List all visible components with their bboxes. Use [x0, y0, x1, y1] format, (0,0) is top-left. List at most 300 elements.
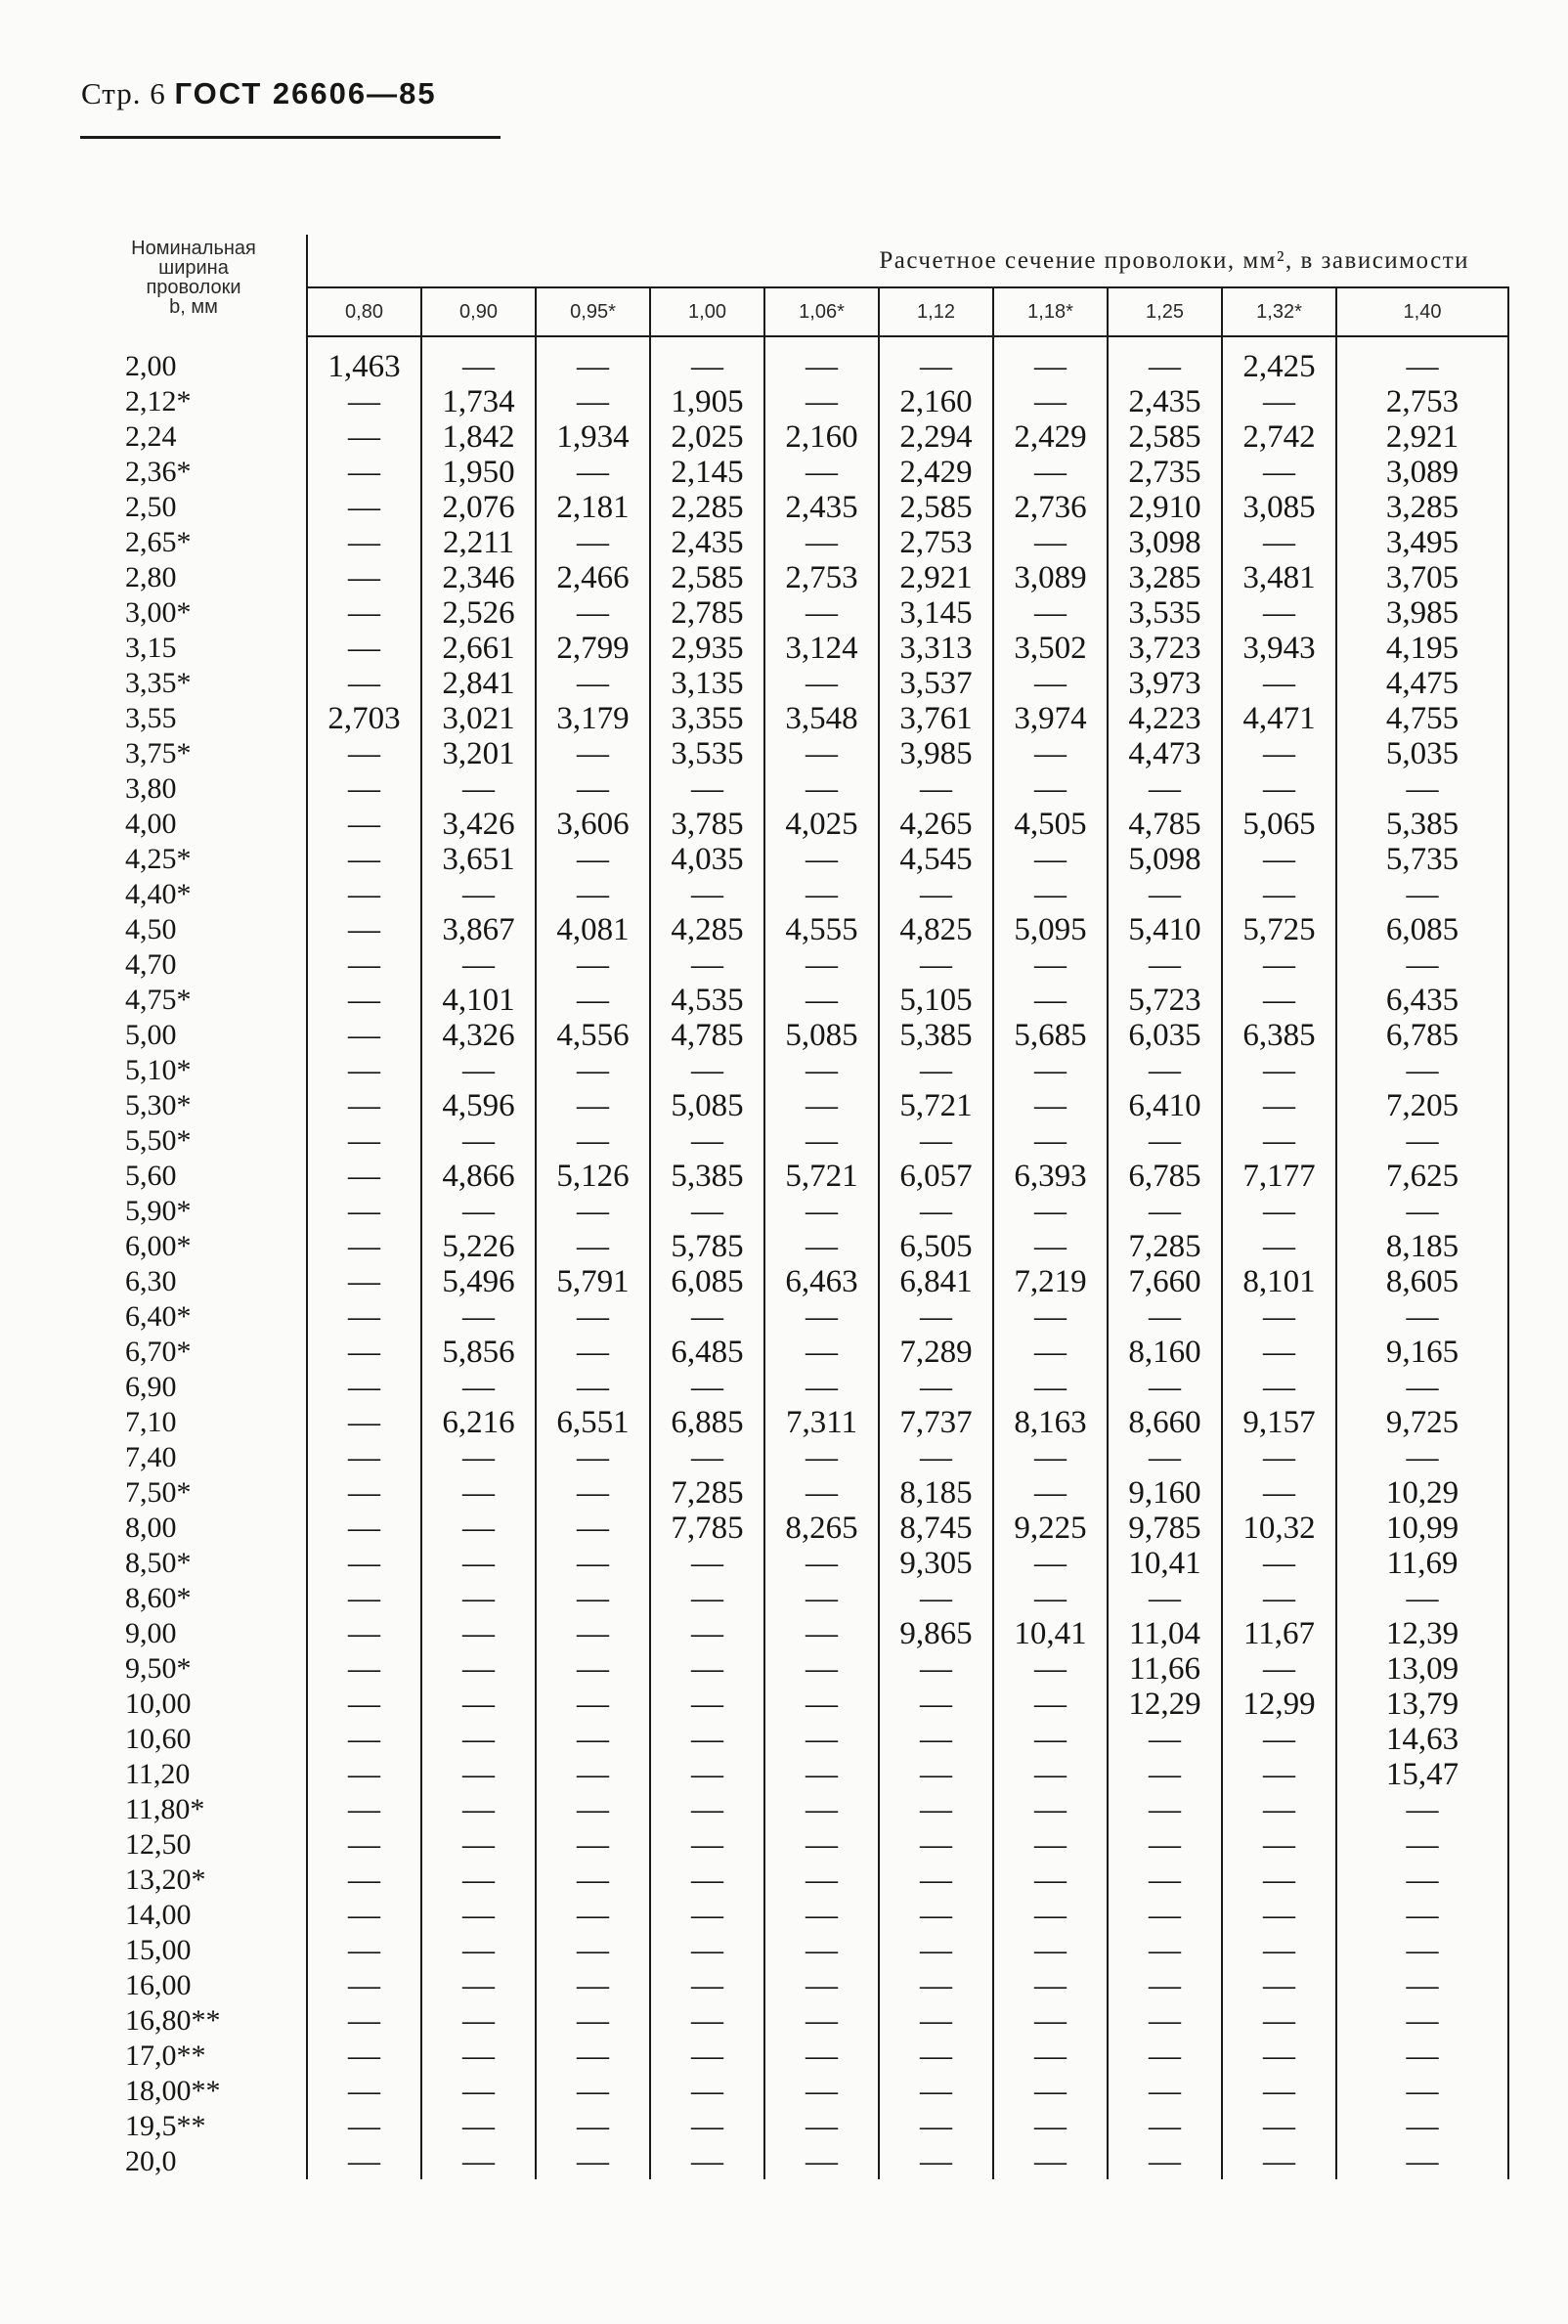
section-value-cell: 10,41 — [1108, 1546, 1222, 1581]
section-value-cell: — — [993, 1335, 1108, 1370]
section-value-cell: — — [536, 1827, 650, 1863]
section-value-cell: — — [1336, 1792, 1508, 1827]
section-value-cell: 7,737 — [879, 1405, 993, 1440]
section-value-cell: — — [650, 2074, 764, 2109]
section-value-cell: — — [1336, 1863, 1508, 1898]
section-value-cell: 2,753 — [764, 560, 879, 595]
section-value-cell: 2,294 — [879, 419, 993, 455]
section-value-cell: — — [1222, 1299, 1336, 1335]
section-value-cell: — — [993, 1581, 1108, 1616]
section-value-cell: 2,211 — [421, 525, 536, 560]
section-value-cell: — — [307, 525, 421, 560]
section-value-cell: — — [879, 1440, 993, 1475]
section-value-cell: 9,725 — [1336, 1405, 1508, 1440]
section-value-cell: — — [1222, 666, 1336, 701]
table-row — [81, 1018, 1508, 1053]
section-value-cell: — — [1108, 1440, 1222, 1475]
section-value-cell: 3,867 — [421, 912, 536, 947]
section-value-cell: — — [1108, 1827, 1222, 1863]
section-value-cell: 3,179 — [536, 701, 650, 736]
nominal-width-cell: 2,12* — [81, 384, 307, 419]
section-value-cell: — — [536, 1757, 650, 1792]
section-value-cell: 3,085 — [1222, 490, 1336, 525]
section-value-cell: — — [764, 983, 879, 1018]
section-value-cell: — — [993, 1053, 1108, 1088]
section-value-cell: — — [536, 1475, 650, 1511]
section-value-cell: 3,426 — [421, 807, 536, 842]
column-header: 0,80 — [307, 287, 421, 336]
table-row — [81, 2109, 1508, 2144]
spacer-cell — [307, 336, 421, 349]
section-value-cell: 11,69 — [1336, 1546, 1508, 1581]
section-value-cell: — — [764, 1475, 879, 1511]
section-value-cell: 6,057 — [879, 1159, 993, 1194]
table-body — [81, 336, 1508, 2179]
section-value-cell: 5,105 — [879, 983, 993, 1018]
section-value-cell: — — [879, 1053, 993, 1088]
section-value-cell: 9,165 — [1336, 1335, 1508, 1370]
section-value-cell: 2,145 — [650, 455, 764, 490]
section-value-cell: — — [1222, 1863, 1336, 1898]
section-value-cell: 9,225 — [993, 1511, 1108, 1546]
section-value-cell: 10,99 — [1336, 1511, 1508, 1546]
section-value-cell: — — [879, 1863, 993, 1898]
section-value-cell: — — [1222, 1053, 1336, 1088]
section-value-cell: — — [993, 1475, 1108, 1511]
nominal-width-cell: 8,60* — [81, 1581, 307, 1616]
section-value-cell: 5,735 — [1336, 842, 1508, 877]
table-row — [81, 1159, 1508, 1194]
section-value-cell: — — [307, 1933, 421, 1968]
section-value-cell: — — [307, 1651, 421, 1687]
section-value-cell: — — [650, 2039, 764, 2074]
section-value-cell: — — [879, 1792, 993, 1827]
section-value-cell: — — [307, 1863, 421, 1898]
section-value-cell: 11,67 — [1222, 1616, 1336, 1651]
section-value-cell: — — [993, 2039, 1108, 2074]
section-value-cell: — — [879, 877, 993, 912]
section-value-cell: — — [536, 1651, 650, 1687]
section-value-cell: — — [650, 947, 764, 983]
section-value-cell: 2,285 — [650, 490, 764, 525]
section-value-cell: — — [1222, 1827, 1336, 1863]
section-value-cell: 4,101 — [421, 983, 536, 1018]
section-value-cell: 3,548 — [764, 701, 879, 736]
spacer-row — [81, 336, 1508, 349]
section-value-cell: 4,475 — [1336, 666, 1508, 701]
nominal-width-cell: 10,00 — [81, 1687, 307, 1722]
table-row — [81, 1827, 1508, 1863]
section-value-cell: — — [879, 1968, 993, 2003]
header-rule — [80, 136, 501, 139]
section-value-cell: — — [764, 595, 879, 631]
section-value-cell: — — [650, 1440, 764, 1475]
section-value-cell: — — [307, 1792, 421, 1827]
section-value-cell: — — [307, 560, 421, 595]
section-value-cell: 10,29 — [1336, 1475, 1508, 1511]
section-value-cell: — — [421, 1933, 536, 1968]
section-value-cell: — — [1336, 2144, 1508, 2179]
section-value-cell: — — [307, 1546, 421, 1581]
section-value-cell: — — [764, 2109, 879, 2144]
section-value-cell: 6,505 — [879, 1229, 993, 1264]
spacer-cell — [993, 336, 1108, 349]
section-value-cell: — — [1222, 1123, 1336, 1159]
section-value-cell: — — [650, 1651, 764, 1687]
section-value-cell: 15,47 — [1336, 1757, 1508, 1792]
section-value-cell: — — [307, 384, 421, 419]
section-value-cell: — — [536, 2039, 650, 2074]
section-value-cell: — — [307, 1616, 421, 1651]
section-value-cell: — — [536, 736, 650, 771]
section-value-cell: — — [307, 1335, 421, 1370]
section-value-cell: — — [650, 1123, 764, 1159]
section-value-cell: 3,481 — [1222, 560, 1336, 595]
section-value-cell: — — [993, 1546, 1108, 1581]
section-value-cell: — — [307, 631, 421, 666]
section-value-cell: — — [307, 736, 421, 771]
section-value-cell: — — [307, 983, 421, 1018]
column-header: 1,06* — [764, 287, 879, 336]
section-value-cell: — — [993, 1370, 1108, 1405]
section-value-cell: — — [993, 1440, 1108, 1475]
section-value-cell: 7,205 — [1336, 1088, 1508, 1123]
section-value-cell: — — [1336, 1440, 1508, 1475]
section-value-cell: — — [307, 490, 421, 525]
section-value-cell: — — [1222, 947, 1336, 983]
section-value-cell: 4,825 — [879, 912, 993, 947]
table-row — [81, 842, 1508, 877]
section-value-cell: — — [421, 2109, 536, 2144]
table-row — [81, 1053, 1508, 1088]
nominal-width-cell: 5,00 — [81, 1018, 307, 1053]
section-value-cell: — — [993, 1299, 1108, 1335]
spacer-cell — [1108, 336, 1222, 349]
section-value-cell: — — [879, 1194, 993, 1229]
section-value-cell: 9,157 — [1222, 1405, 1336, 1440]
section-value-cell: — — [879, 349, 993, 384]
section-value-cell: — — [650, 1546, 764, 1581]
section-value-cell: — — [421, 2003, 536, 2039]
section-value-cell: 5,385 — [1336, 807, 1508, 842]
section-value-cell: 1,842 — [421, 419, 536, 455]
section-value-cell: — — [536, 349, 650, 384]
spacer-cell — [1222, 336, 1336, 349]
section-value-cell: — — [1222, 1440, 1336, 1475]
table-row — [81, 1299, 1508, 1335]
section-value-cell: — — [307, 1440, 421, 1475]
section-value-cell: 11,04 — [1108, 1616, 1222, 1651]
section-value-cell: — — [650, 1299, 764, 1335]
section-value-cell: — — [1336, 771, 1508, 807]
section-value-cell: — — [307, 1088, 421, 1123]
section-value-cell: — — [421, 1722, 536, 1757]
section-value-cell: — — [421, 349, 536, 384]
section-value-cell: — — [421, 771, 536, 807]
section-value-cell: 4,545 — [879, 842, 993, 877]
section-value-cell: — — [1222, 1229, 1336, 1264]
section-value-cell: — — [1222, 595, 1336, 631]
section-value-cell: — — [1222, 1651, 1336, 1687]
section-value-cell: — — [1222, 1722, 1336, 1757]
section-value-cell: 2,076 — [421, 490, 536, 525]
section-value-cell: — — [536, 666, 650, 701]
section-value-cell: 3,535 — [650, 736, 764, 771]
section-value-cell: — — [536, 1123, 650, 1159]
section-value-cell: 5,721 — [764, 1159, 879, 1194]
section-value-cell: — — [993, 1863, 1108, 1898]
section-value-cell: — — [421, 1968, 536, 2003]
section-value-cell: 1,463 — [307, 349, 421, 384]
section-value-cell: — — [993, 1827, 1108, 1863]
table-row — [81, 384, 1508, 419]
section-value-cell: — — [764, 1581, 879, 1616]
section-value-cell: — — [307, 419, 421, 455]
table-row — [81, 1687, 1508, 1722]
nominal-width-cell: 2,50 — [81, 490, 307, 525]
section-value-cell: 6,841 — [879, 1264, 993, 1299]
section-value-cell: — — [307, 595, 421, 631]
section-value-cell: — — [764, 666, 879, 701]
section-value-cell: — — [993, 1651, 1108, 1687]
section-value-cell: — — [1222, 983, 1336, 1018]
section-value-cell: — — [1108, 1863, 1222, 1898]
section-value-cell: 2,753 — [1336, 384, 1508, 419]
section-value-cell: — — [650, 1722, 764, 1757]
section-value-cell: 2,429 — [879, 455, 993, 490]
section-value-cell: — — [307, 1370, 421, 1405]
section-value-cell: — — [1336, 1581, 1508, 1616]
section-value-cell: — — [650, 877, 764, 912]
section-value-cell: — — [307, 1123, 421, 1159]
section-value-cell: — — [764, 1053, 879, 1088]
table-row — [81, 419, 1508, 455]
section-value-cell: 4,285 — [650, 912, 764, 947]
section-value-cell: — — [536, 1581, 650, 1616]
section-value-cell: — — [421, 1792, 536, 1827]
section-value-cell: — — [879, 1581, 993, 1616]
column-header: 1,25 — [1108, 287, 1222, 336]
nominal-width-cell: 16,80** — [81, 2003, 307, 2039]
section-value-cell: 3,535 — [1108, 595, 1222, 631]
section-value-cell: 5,791 — [536, 1264, 650, 1299]
stub-header — [81, 235, 307, 336]
section-value-cell: — — [1222, 1792, 1336, 1827]
section-value-cell: — — [993, 384, 1108, 419]
section-value-cell: — — [993, 947, 1108, 983]
section-value-cell: 2,346 — [421, 560, 536, 595]
section-value-cell: — — [421, 1863, 536, 1898]
section-value-cell: — — [650, 1194, 764, 1229]
section-value-cell: — — [993, 1123, 1108, 1159]
section-value-cell: — — [1108, 1299, 1222, 1335]
section-value-cell: — — [1108, 2074, 1222, 2109]
nominal-width-cell: 4,70 — [81, 947, 307, 983]
section-value-cell: — — [879, 2074, 993, 2109]
section-value-cell: 3,285 — [1108, 560, 1222, 595]
section-value-cell: — — [1108, 771, 1222, 807]
section-value-cell: — — [307, 1581, 421, 1616]
section-value-cell: — — [1222, 2003, 1336, 2039]
section-value-cell: — — [1336, 947, 1508, 983]
section-value-cell: — — [307, 1194, 421, 1229]
section-value-cell: — — [993, 771, 1108, 807]
section-value-cell: 1,934 — [536, 419, 650, 455]
section-value-cell: — — [1108, 1123, 1222, 1159]
section-value-cell: — — [421, 1123, 536, 1159]
section-value-cell: 2,435 — [1108, 384, 1222, 419]
section-value-cell: 5,065 — [1222, 807, 1336, 842]
section-value-cell: — — [1222, 1581, 1336, 1616]
nominal-width-cell: 6,40* — [81, 1299, 307, 1335]
nominal-width-cell: 3,15 — [81, 631, 307, 666]
nominal-width-cell: 4,25* — [81, 842, 307, 877]
section-value-cell: — — [1108, 1792, 1222, 1827]
section-value-cell: 7,285 — [1108, 1229, 1222, 1264]
section-value-cell: — — [307, 912, 421, 947]
section-value-cell: — — [536, 525, 650, 560]
section-value-cell: — — [764, 1757, 879, 1792]
section-value-cell: 3,495 — [1336, 525, 1508, 560]
table-row — [81, 736, 1508, 771]
section-value-cell: 4,785 — [1108, 807, 1222, 842]
section-value-cell: — — [1222, 1546, 1336, 1581]
section-value-cell: 2,160 — [879, 384, 993, 419]
section-value-cell: — — [764, 1898, 879, 1933]
section-value-cell: 4,471 — [1222, 701, 1336, 736]
section-value-cell: — — [764, 2074, 879, 2109]
section-value-cell: 3,973 — [1108, 666, 1222, 701]
section-value-cell: — — [1108, 1722, 1222, 1757]
section-value-cell: — — [421, 1757, 536, 1792]
table-row — [81, 1405, 1508, 1440]
section-value-cell: 4,505 — [993, 807, 1108, 842]
table-row — [81, 2074, 1508, 2109]
nominal-width-cell: 2,00 — [81, 349, 307, 384]
nominal-width-cell: 9,00 — [81, 1616, 307, 1651]
stub-header-line: b, мм — [169, 296, 218, 318]
section-value-cell: 2,425 — [1222, 349, 1336, 384]
section-value-cell: — — [421, 1898, 536, 1933]
table-row — [81, 947, 1508, 983]
table-row — [81, 1933, 1508, 1968]
section-value-cell: — — [879, 2003, 993, 2039]
section-value-cell: — — [650, 1616, 764, 1651]
section-value-cell: — — [993, 842, 1108, 877]
table-row — [81, 912, 1508, 947]
section-value-cell: — — [1222, 1194, 1336, 1229]
section-value-cell: — — [1222, 1335, 1336, 1370]
section-value-cell: 7,625 — [1336, 1159, 1508, 1194]
column-header: 1,40 — [1336, 287, 1508, 336]
nominal-width-cell: 3,80 — [81, 771, 307, 807]
section-value-cell: 6,085 — [650, 1264, 764, 1299]
column-header: 0,95* — [536, 287, 650, 336]
section-value-cell: — — [993, 666, 1108, 701]
table-row — [81, 1722, 1508, 1757]
table-row — [81, 560, 1508, 595]
nominal-width-cell: 9,50* — [81, 1651, 307, 1687]
section-value-cell: 5,785 — [650, 1229, 764, 1264]
nominal-width-cell: 5,90* — [81, 1194, 307, 1229]
section-value-cell: — — [307, 877, 421, 912]
section-value-cell: 2,025 — [650, 419, 764, 455]
section-value-cell: 3,135 — [650, 666, 764, 701]
section-value-cell: — — [1222, 771, 1336, 807]
section-value-cell: — — [993, 1687, 1108, 1722]
section-value-cell: — — [993, 1968, 1108, 2003]
table-row — [81, 1264, 1508, 1299]
section-value-cell: — — [764, 1863, 879, 1898]
section-value-cell: — — [1108, 2109, 1222, 2144]
section-value-cell: — — [764, 1651, 879, 1687]
section-value-cell: 2,753 — [879, 525, 993, 560]
section-value-cell: — — [307, 1511, 421, 1546]
nominal-width-cell: 5,10* — [81, 1053, 307, 1088]
section-value-cell: — — [536, 595, 650, 631]
section-value-cell: — — [650, 2144, 764, 2179]
section-value-cell: — — [536, 2109, 650, 2144]
section-value-cell: — — [764, 1792, 879, 1827]
section-value-cell: — — [1222, 1475, 1336, 1511]
section-value-cell: — — [993, 736, 1108, 771]
section-value-cell: — — [1336, 1898, 1508, 1933]
section-value-cell: 6,410 — [1108, 1088, 1222, 1123]
section-value-cell: — — [879, 2109, 993, 2144]
section-value-cell: — — [1222, 525, 1336, 560]
table-row — [81, 2039, 1508, 2074]
section-value-cell: 9,785 — [1108, 1511, 1222, 1546]
section-value-cell: 10,41 — [993, 1616, 1108, 1651]
section-value-cell: — — [536, 2074, 650, 2109]
nominal-width-cell: 2,36* — [81, 455, 307, 490]
section-value-cell: — — [307, 1159, 421, 1194]
section-value-cell: — — [650, 771, 764, 807]
nominal-width-cell: 18,00** — [81, 2074, 307, 2109]
nominal-width-cell: 2,24 — [81, 419, 307, 455]
table-row — [81, 1229, 1508, 1264]
section-value-cell: — — [764, 736, 879, 771]
section-value-cell: — — [993, 1757, 1108, 1792]
section-value-cell: — — [650, 1898, 764, 1933]
stub-header-line: Номинальная — [131, 238, 256, 259]
section-value-cell: — — [650, 1792, 764, 1827]
nominal-width-cell: 5,60 — [81, 1159, 307, 1194]
section-value-cell: 6,785 — [1108, 1159, 1222, 1194]
section-value-cell: — — [536, 1863, 650, 1898]
table-row — [81, 1616, 1508, 1651]
section-value-cell: 3,985 — [1336, 595, 1508, 631]
section-value-cell: — — [993, 1088, 1108, 1123]
section-value-cell: — — [307, 1229, 421, 1264]
section-value-cell: 3,785 — [650, 807, 764, 842]
group-header: Расчетное сечение проволоки, мм², в зависимости — [307, 235, 1508, 287]
table-row — [81, 1370, 1508, 1405]
stub-header-line: ширина — [158, 257, 229, 279]
section-value-cell: — — [536, 2003, 650, 2039]
table-row — [81, 1123, 1508, 1159]
section-value-cell: — — [764, 1229, 879, 1264]
section-value-cell: — — [764, 877, 879, 912]
section-value-cell: 4,326 — [421, 1018, 536, 1053]
section-value-cell: 5,385 — [650, 1159, 764, 1194]
section-value-cell: 3,313 — [879, 631, 993, 666]
section-value-cell: — — [536, 1722, 650, 1757]
table-row — [81, 666, 1508, 701]
section-value-cell: 2,661 — [421, 631, 536, 666]
section-value-cell: — — [536, 1053, 650, 1088]
section-value-cell: — — [1336, 1370, 1508, 1405]
